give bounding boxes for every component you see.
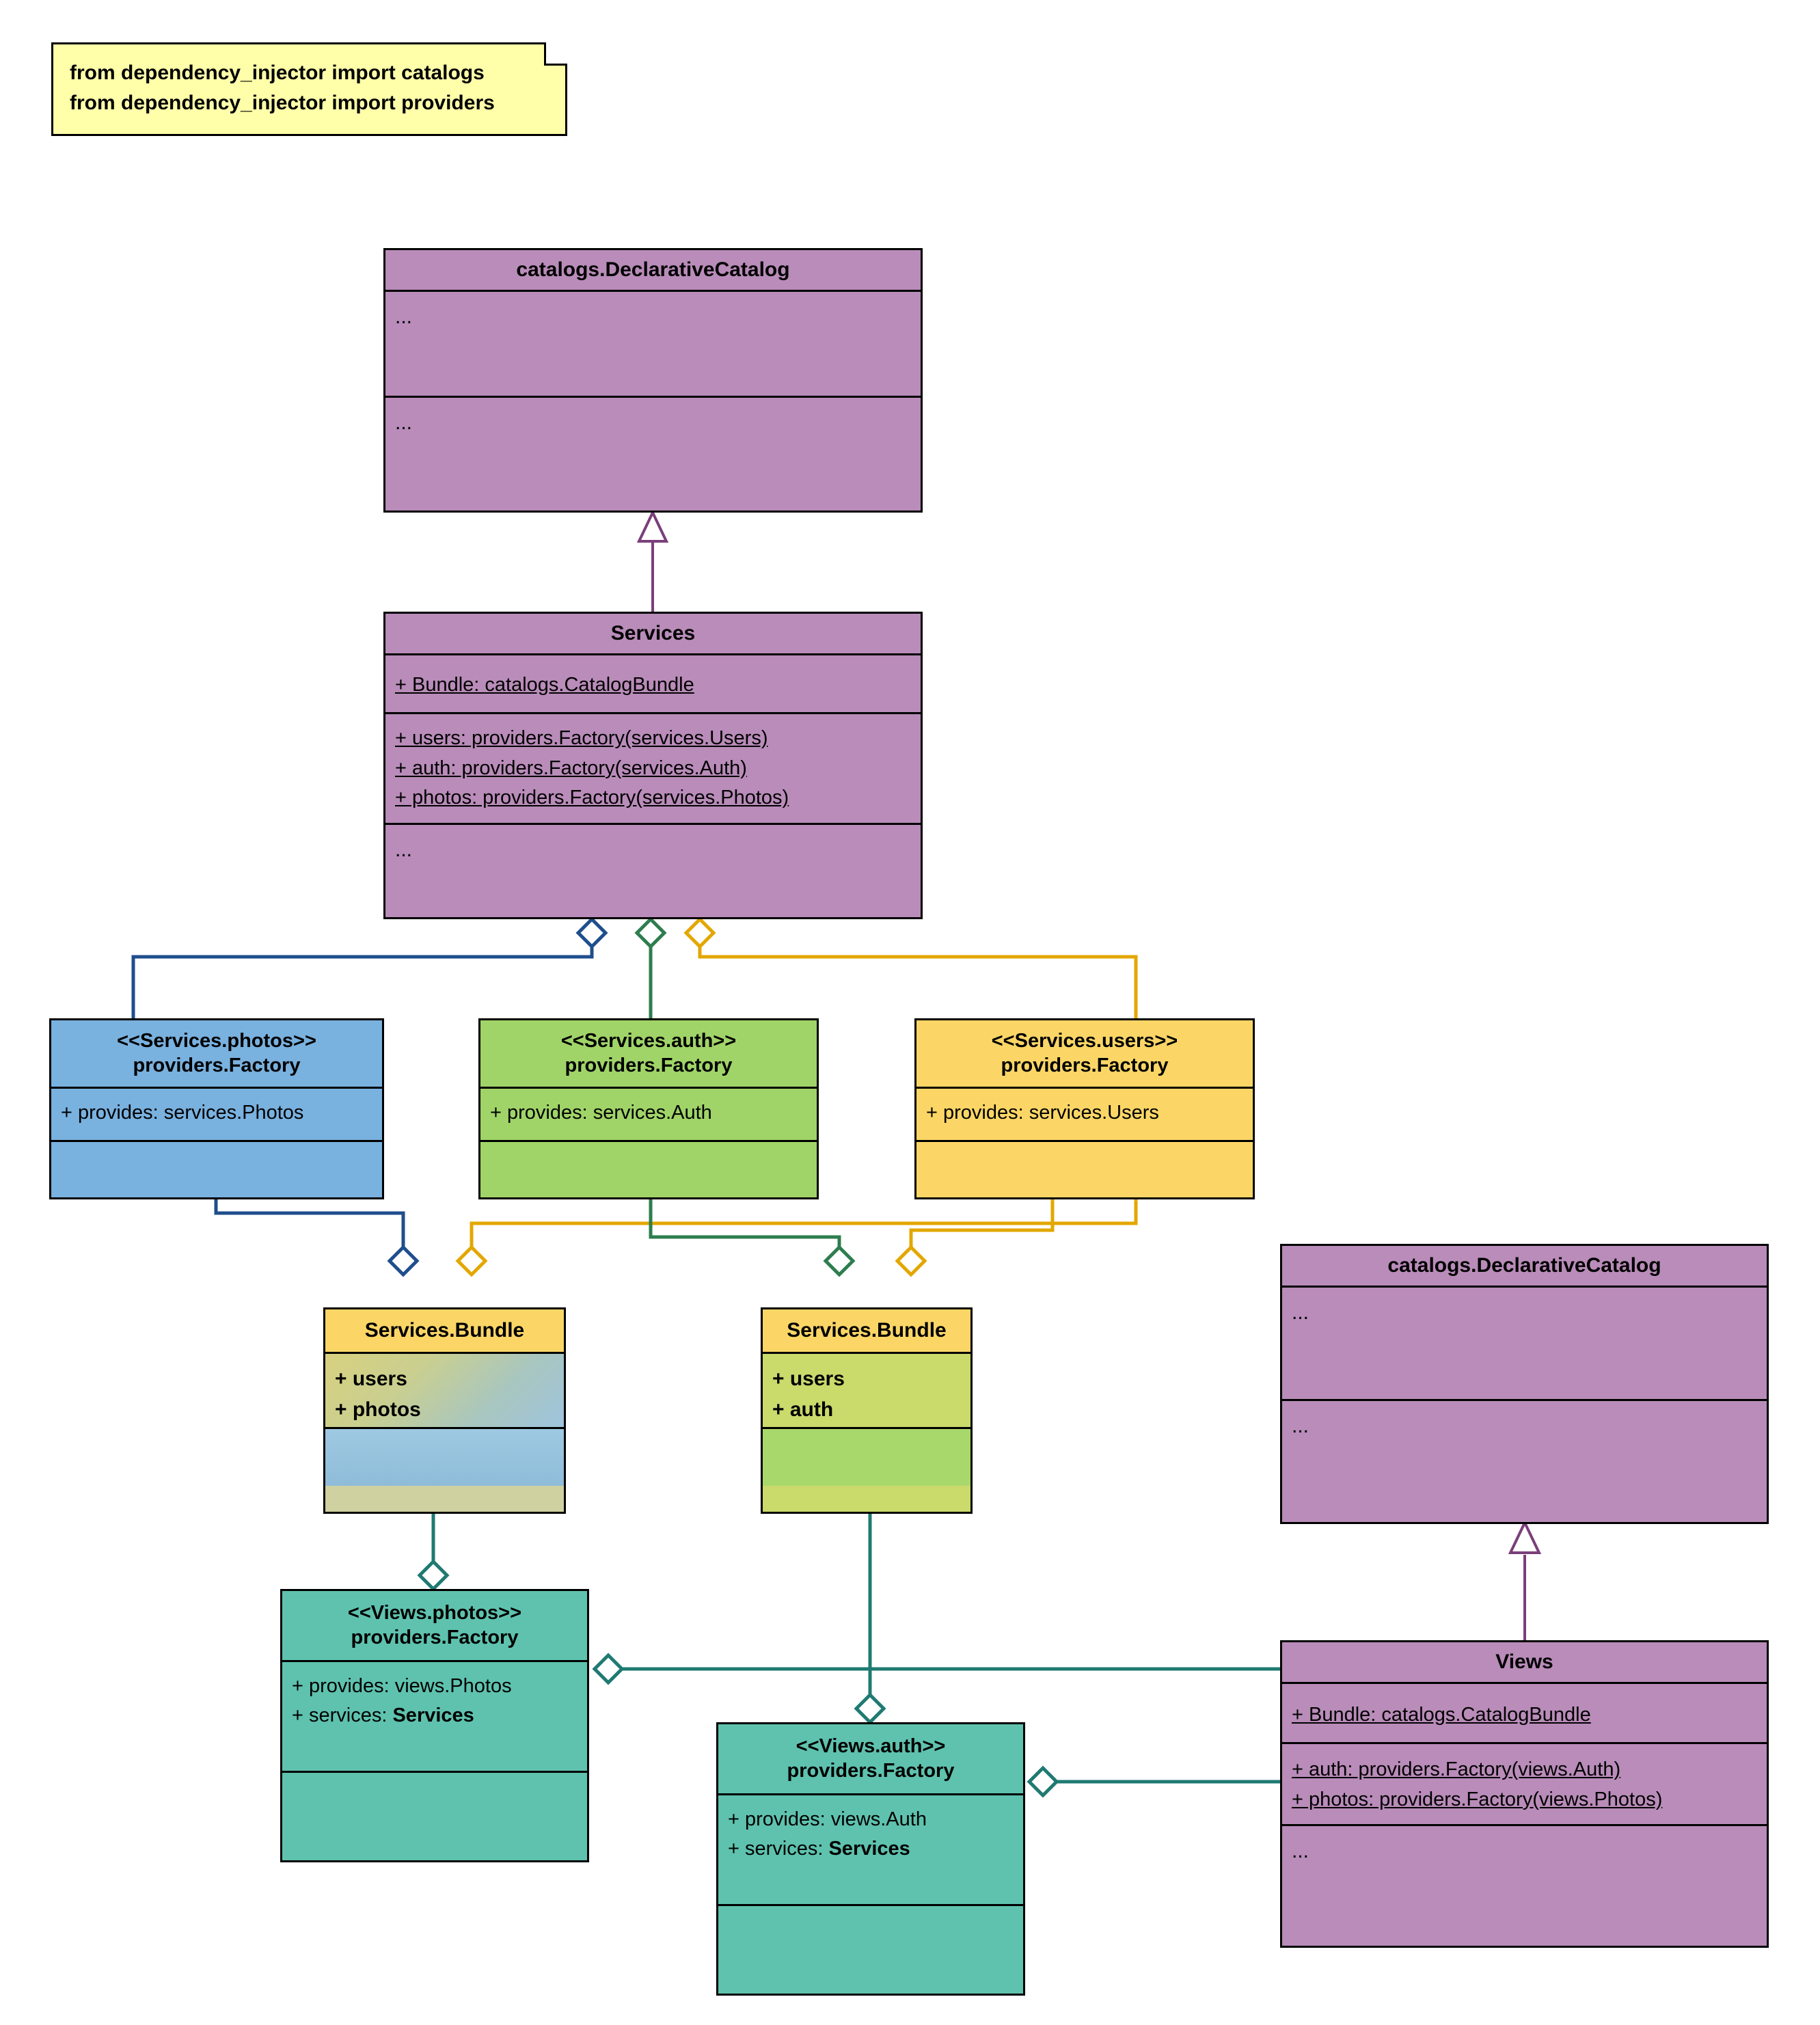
composition-bundle-right-views-auth [856, 1514, 884, 1722]
compartment-line: ... [395, 411, 413, 434]
compartment-line: + provides: services.Users [926, 1101, 1159, 1124]
composition-auth-bundle-right [651, 1199, 853, 1275]
class-title [282, 1591, 587, 1660]
class-title: catalogs.DeclarativeCatalog [516, 258, 790, 281]
compartment-line-services: + services: Services [292, 1704, 474, 1726]
class-compartment-bundle [1282, 1682, 1767, 1743]
class-name: providers.Factory [351, 1627, 519, 1649]
compartment-line: + users: providers.Factory(services.Users) [395, 727, 768, 749]
compartment-line: + Bundle: catalogs.CatalogBundle [1292, 1703, 1591, 1726]
class-stereotype: <<Views.auth>> [796, 1735, 946, 1757]
compartment-line: ... [1292, 1414, 1309, 1437]
inheritance-services-to-catalog [639, 513, 666, 612]
class-title [718, 1724, 1023, 1793]
note-fold-corner [544, 42, 567, 66]
class-catalogs-declarativecatalog-bottom[interactable] [1280, 1244, 1769, 1524]
class-views-photos-factory[interactable] [280, 1589, 589, 1862]
compartment-line: + photos: providers.Factory(views.Photos) [1292, 1788, 1663, 1810]
class-name: providers.Factory [787, 1760, 955, 1782]
class-compartment-providers [1282, 1742, 1767, 1824]
class-compartment-empty [916, 1140, 1253, 1175]
class-compartment-empty [325, 1427, 564, 1486]
class-compartment-bundle [385, 653, 921, 713]
class-title: Views [1495, 1650, 1553, 1673]
compartment-line: + photos: providers.Factory(services.Photos) [395, 787, 789, 808]
services-ref: Services [392, 1704, 474, 1726]
composition-views-views-auth [1029, 1768, 1280, 1795]
composition-bundle-left-views-photos [420, 1514, 447, 1589]
note-line-1: from dependency_injector import catalogs [70, 62, 485, 84]
class-services-auth-factory[interactable] [478, 1018, 819, 1199]
class-services-bundle-left[interactable] [323, 1307, 566, 1514]
compartment-line: + provides: services.Auth [490, 1101, 712, 1124]
class-stereotype: <<Services.auth>> [560, 1030, 737, 1052]
note-line-2: from dependency_injector import providers [70, 91, 495, 114]
class-compartment-members [282, 1660, 587, 1771]
compartment-line: ... [395, 838, 413, 861]
class-compartment-empty [718, 1904, 1023, 1953]
compartment-line: + auth: providers.Factory(views.Auth) [1292, 1758, 1621, 1780]
composition-views-views-photos [595, 1655, 1280, 1683]
class-title [916, 1020, 1253, 1087]
class-compartment-members [718, 1793, 1023, 1904]
class-compartment-empty [282, 1771, 587, 1820]
class-compartment-1 [385, 290, 921, 396]
class-compartment-1 [1282, 1286, 1767, 1399]
class-name: providers.Factory [565, 1055, 733, 1077]
class-title [51, 1020, 382, 1087]
class-views[interactable] [1280, 1640, 1769, 1948]
class-title: Services.Bundle [763, 1309, 970, 1352]
class-views-auth-factory[interactable] [716, 1722, 1025, 1996]
class-catalogs-declarativecatalog-top[interactable] [383, 248, 923, 513]
composition-services-users [686, 919, 1136, 1018]
compartment-line: + Bundle: catalogs.CatalogBundle [395, 673, 694, 696]
compartment-line: + photos [335, 1398, 421, 1421]
class-services-bundle-right[interactable] [761, 1307, 973, 1514]
compartment-line: + users [772, 1367, 845, 1390]
composition-users-bundle-left [458, 1199, 1136, 1275]
class-compartment-provides [916, 1087, 1253, 1140]
composition-services-photos [133, 919, 606, 1018]
composition-services-auth [637, 919, 664, 1018]
compartment-line: + auth: providers.Factory(services.Auth) [395, 757, 747, 779]
compartment-line: + provides: views.Photos [292, 1674, 512, 1697]
services-ref: Services [828, 1838, 910, 1860]
class-compartment-provides [51, 1087, 382, 1140]
class-services-photos-factory[interactable] [49, 1018, 384, 1199]
class-compartment-members [763, 1352, 970, 1427]
compartment-line: + users [335, 1367, 407, 1390]
class-compartment-members [325, 1352, 564, 1427]
class-compartment-ellipsis [385, 823, 921, 875]
compartment-line: + auth [772, 1398, 834, 1421]
class-stereotype: <<Services.users>> [991, 1030, 1178, 1052]
code-note [51, 42, 567, 136]
class-name: providers.Factory [133, 1055, 301, 1077]
class-title: catalogs.DeclarativeCatalog [1387, 1254, 1661, 1277]
class-title [480, 1020, 817, 1087]
class-services-users-factory[interactable] [914, 1018, 1255, 1199]
class-compartment-providers [385, 712, 921, 823]
compartment-line: + provides: views.Auth [728, 1808, 927, 1830]
class-compartment-empty [51, 1140, 382, 1175]
class-stereotype: <<Services.photos>> [117, 1030, 316, 1052]
composition-photos-bundle-left [216, 1199, 417, 1275]
composition-users-bundle-right [897, 1199, 1052, 1275]
class-compartment-ellipsis [1282, 1824, 1767, 1876]
compartment-line: ... [1292, 1301, 1309, 1324]
class-services[interactable] [383, 612, 923, 919]
class-compartment-2 [1282, 1399, 1767, 1451]
compartment-line-services: + services: Services [728, 1838, 910, 1860]
class-name: providers.Factory [1001, 1055, 1169, 1077]
class-compartment-empty [480, 1140, 817, 1175]
inheritance-views-to-catalog [1510, 1523, 1539, 1640]
compartment-line: ... [1292, 1840, 1309, 1862]
compartment-line: + provides: services.Photos [61, 1101, 304, 1124]
class-compartment-2 [385, 396, 921, 448]
class-stereotype: <<Views.photos>> [347, 1602, 522, 1624]
class-title: Services.Bundle [325, 1309, 564, 1352]
compartment-line: ... [395, 305, 413, 328]
class-title: Services [610, 622, 696, 644]
class-compartment-provides [480, 1087, 817, 1140]
class-compartment-empty [763, 1427, 970, 1486]
